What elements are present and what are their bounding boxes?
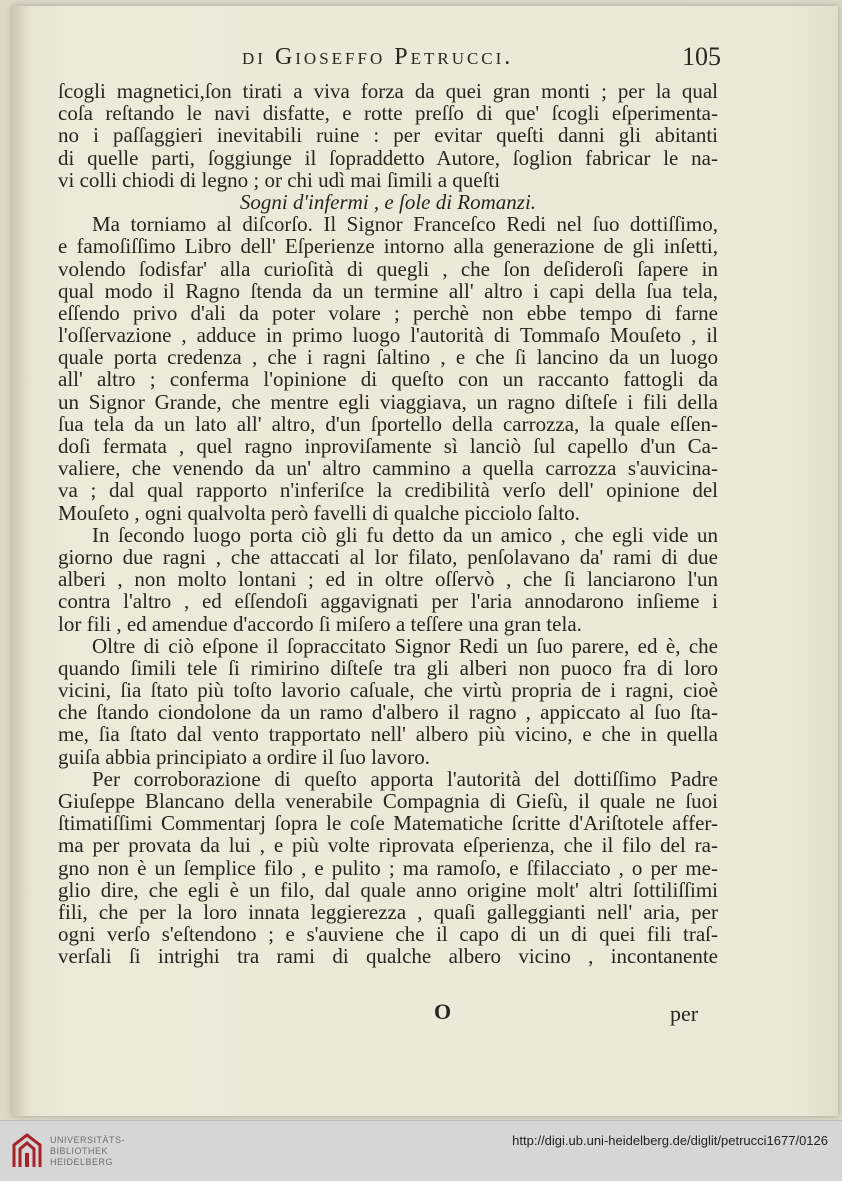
text-line: lor fili , ed amendue d'accordo ſi miſero a teſſere una gran tela. [58,611,582,636]
text-line: quale porta credenza , che i ragni ſaltino , e che ſi lancino da un luogo [58,345,718,370]
library-logo[interactable] [10,1131,130,1173]
text-line: giorno due ragni , che attaccati al lor filato, penſolavano da' rami di due [58,544,718,569]
catchword: per [670,1001,699,1026]
page-number: 105 [682,42,721,71]
text-line: no i paſſaggieri inevitabili ruine : per evitar queſti danni gli abitanti [58,123,718,148]
text-line: gno non è un ſemplice filo , e pulito ; ma ramoſo, e ſfilacciato , o per me- [58,855,718,880]
quoted-verse: Sogni d'infermi , e ſole di Romanzi. [239,189,537,214]
text-line: ma per provata da lui , e più volte riprovata eſperienza, che il filo del ra- [58,833,718,858]
text-line: alberi , non molto lontani ; ed in oltre oſſervò , che ſi lanciarono l'un [58,567,718,592]
text-line: un Signor Grande, che mentre egli viaggiava, un ragno diſteſe i fili della [58,389,718,414]
text-line: guiſa abbia principiato a ordire il ſuo lavoro. [58,744,431,769]
text-line: ſua tela da un lato all' altro, d'un ſportello della carrozza, la quale eſſen- [58,411,718,436]
text-line: doſi fermata , quel ragno inproviſamente sì lanciò ſul capello d'un Ca- [58,434,718,458]
permalink-url[interactable]: http://digi.ub.uni-heidelberg.de/diglit/petrucci1677/0126 [512,1133,828,1148]
text-line: Per corroborazione di queſto apporta l'autorità del dottiſſimo Padre [92,766,718,791]
text-line: ogni verſo s'eſtendono ; e s'auviene che il capo di un di quei fili traſ- [58,922,718,947]
text-line: va ; dal qual rapporto n'inferiſce la credibilità verſo dell' opinione del [58,478,718,503]
text-line: valiere, che venendo da un' altro cammino a quella carrozza s'auvicina- [58,456,718,481]
book-page [12,6,838,1116]
text-line: Giuſeppe Blancano della venerabile Compagnia di Gieſù, il quale ne ſuoi [58,789,718,813]
text-line: Mouſeto , ogni qualvolta però favelli di qualche picciolo ſalto. [58,500,580,525]
page-header [42,38,732,74]
text-line: quando ſimili tele ſi rimirino diſteſe tra gli alberi non puoco fra di loro [58,655,718,680]
text-line: eſſendo privo d'ali da poter volare ; perchè non ebbe tempo di farne [58,300,718,325]
text-line: Ma torniamo al diſcorſo. Il Signor Franceſco Redi nel ſuo dottiſſimo, [92,212,718,237]
text-line: e famoſiſſimo Libro dell' Eſperienze intorno alla generazione de gli inſetti, [58,234,718,259]
text-line: In ſecondo luogo porta ciò gli fu detto da un amico , che egli vide un [92,522,718,547]
text-line: all' altro ; conferma l'opinione di queſto con un raccanto fattogli da [58,367,718,392]
viewer-footer-bar [0,1120,842,1181]
text-line: coſa reſtando le navi disfatte, e rotte preſſo di que' ſcogli eſperimenta- [58,101,718,126]
text-line: ſcogli magnetici,ſon tirati a viva forza da quei gran monti ; per la qual [58,79,718,103]
library-name-line: UNIVERSITÄTS- [50,1135,126,1145]
text-line: volendo ſodisfar' alla curioſità di quegli , che ſon deſideroſi ſapere in [58,256,718,281]
library-crest-icon [10,1133,44,1169]
text-line: ſtimatiſſimi Commentarj ſopra le coſe Matematiche ſcritte d'Ariſtotele affer- [58,811,718,836]
signature-mark: O [434,999,452,1024]
text-line: glio dire, che egli è un filo, dal quale anno origine molt' altri ſottiliſſimi [58,877,718,902]
text-line: fili, che per la loro innata leggierezza , quaſi galleggianti nell' aria, per [58,899,718,924]
text-line: qual modo il Ragno ſtenda da un termine all' altro i capi della ſua tela, [58,278,718,303]
page-footer [412,999,712,1025]
text-line: l'oſſervazione , adduce in primo luogo l'autorità di Tommaſo Mouſeto , il [58,323,718,348]
library-name-line: HEIDELBERG [50,1157,114,1167]
text-line: vi colli chiodi di legno ; or chi udì mai ſimili a queſti [58,167,501,192]
text-line: vicini, ſia ſtato più toſto lavorio caſuale, che virtù propria de i ragni, cioè [58,678,718,703]
text-line: verſali ſi intrighi tra rami di qualche albero vicino , incontanente [58,944,718,969]
library-name-line: BIBLIOTHEK [50,1146,109,1156]
text-line: che ſtando ciondolone da un ramo d'albero il ragno , appiccato al ſuo ſta- [58,700,718,725]
text-line: contra l'altro , ed eſſendoſi aggavignati per l'aria annodarono inſieme i [58,589,718,614]
body-text [58,80,718,968]
running-title: di Gioseffo Petrucci. [242,44,514,70]
library-name [50,1135,125,1168]
text-line: me, ſia ſtato dal vento trapportato nell' albero più vicino, e che in quella [58,722,718,747]
text-line: di quelle parti, ſoggiunge il ſopraddetto Autore, ſoglion fabricar le na- [58,145,718,170]
text-line: Oltre di ciò eſpone il ſopraccitato Signor Redi un ſuo parere, ed è, che [92,633,718,658]
